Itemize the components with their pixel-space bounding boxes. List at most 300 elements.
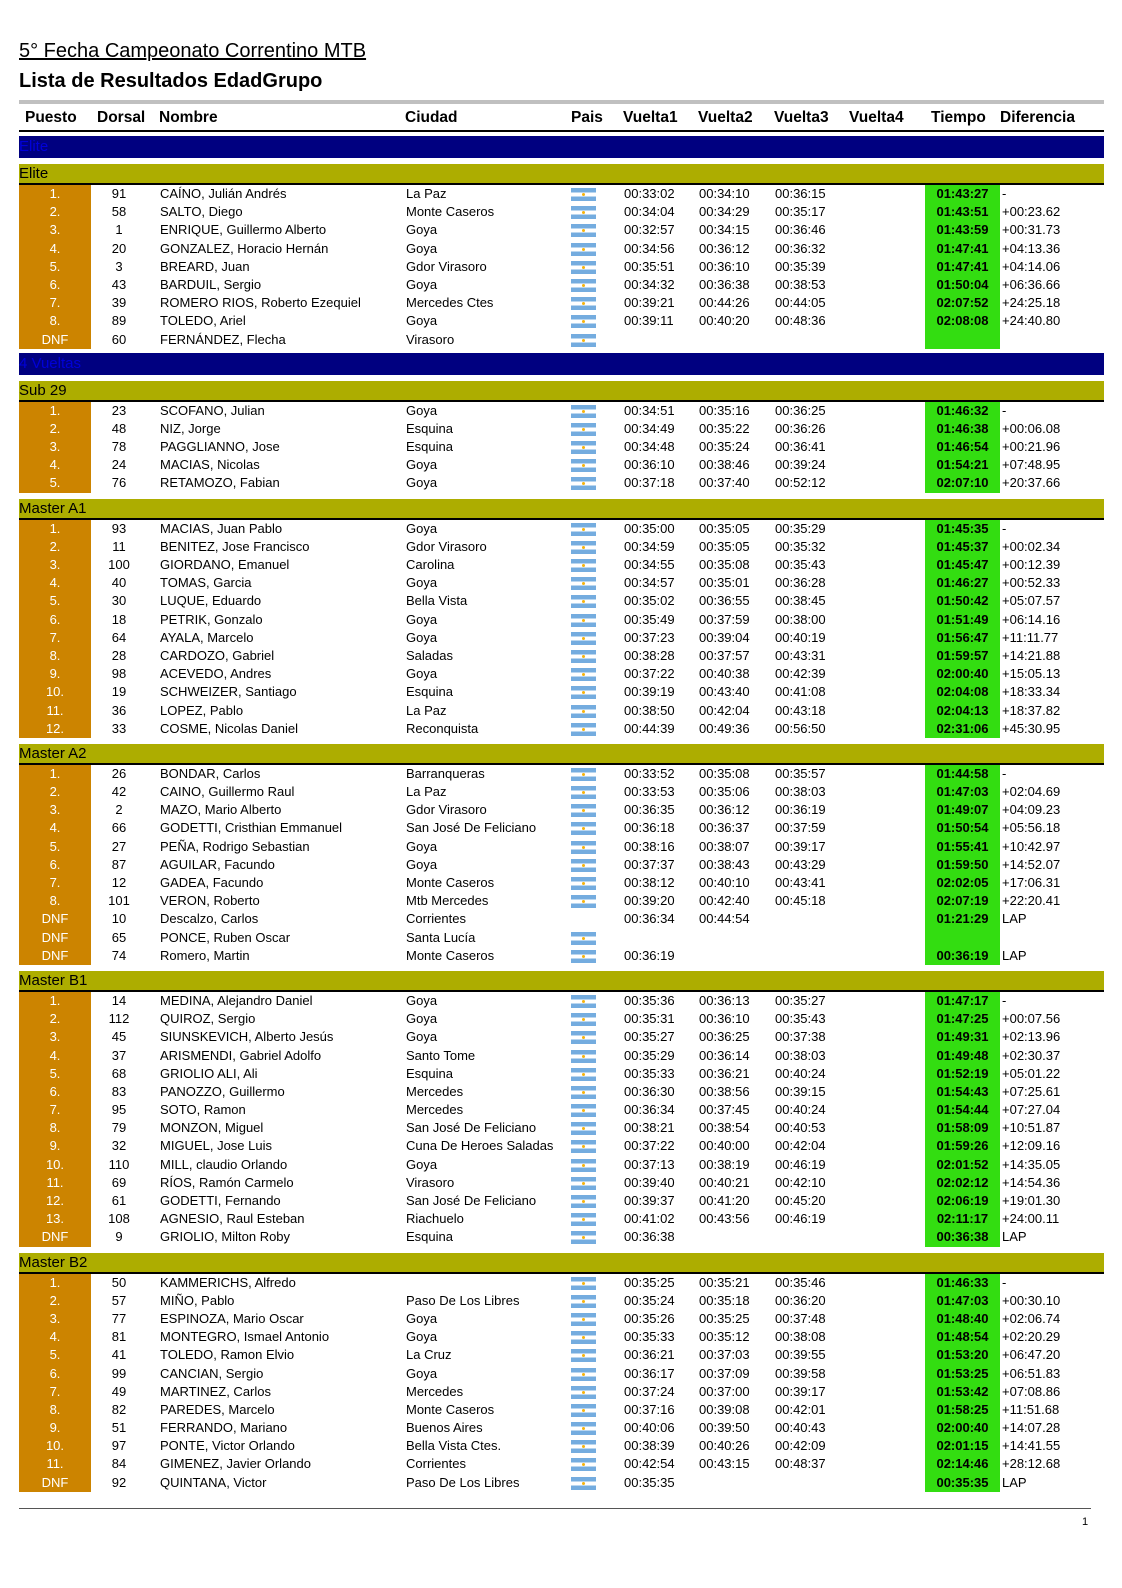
lap2-cell: 00:40:20 [699,313,750,329]
lap3-cell: 00:43:41 [775,875,826,890]
lap2-cell: 00:35:21 [699,1274,750,1290]
name-cell: ENRIQUE, Guillermo Alberto [160,222,327,238]
lap3-cell: 00:56:50 [775,720,826,736]
time-cell: 01:49:48 [925,1047,1000,1065]
argentina-flag-icon [571,804,596,817]
position-cell: 4. [19,456,91,474]
dorsal-cell: 112 [108,1011,130,1027]
table-row [19,438,1104,456]
name-cell: BREARD, Juan [160,258,250,274]
time-cell: 01:43:59 [925,221,1000,239]
city-cell: Goya [406,1310,438,1326]
lap1-cell: 00:33:53 [624,784,675,800]
argentina-flag-icon [571,1422,596,1435]
difference-cell: +06:47.20 [1002,1347,1061,1363]
time-cell: 02:02:05 [925,874,1000,892]
name-cell: BONDAR, Carlos [160,765,261,781]
argentina-flag-icon [571,459,596,472]
argentina-flag-icon [571,1313,596,1326]
lap3-cell: 00:46:19 [775,1156,826,1172]
dorsal-cell: 108 [108,1211,130,1227]
page-number: 1 [1082,1516,1089,1528]
lap2-cell: 00:35:12 [699,1329,750,1345]
city-cell: Carolina [406,557,455,572]
position-cell: 12. [19,1192,91,1210]
lap1-cell: 00:38:39 [624,1438,675,1454]
lap3-cell: 00:35:27 [775,992,826,1008]
name-cell: LOPEZ, Pablo [160,702,244,718]
argentina-flag-icon [571,541,596,554]
col-pais: Pais [571,109,603,126]
table-row [19,240,1104,258]
argentina-flag-icon [571,206,596,219]
name-cell: MILL, claudio Orlando [160,1156,288,1172]
lap2-cell: 00:36:14 [699,1047,750,1063]
lap1-cell: 00:36:38 [624,1229,675,1245]
argentina-flag-icon [571,895,596,908]
time-cell: 01:53:42 [925,1383,1000,1401]
position-cell: 5. [19,1065,91,1083]
lap3-cell: 00:39:17 [775,838,826,854]
lap3-cell: 00:38:53 [775,276,826,292]
city-cell: Goya [406,575,438,591]
time-cell [925,929,1000,947]
argentina-flag-icon [571,932,596,945]
city-cell: Esquina [406,439,453,455]
city-cell: La Paz [406,186,447,201]
name-cell: GIMENEZ, Javier Orlando [160,1456,311,1472]
dorsal-cell: 76 [111,475,127,491]
time-cell: 02:00:40 [925,665,1000,683]
table-row [19,1047,1104,1065]
lap3-cell: 00:39:55 [775,1347,826,1363]
lap2-cell: 00:36:13 [699,992,750,1008]
argentina-flag-icon [571,243,596,256]
city-cell: La Paz [406,784,447,800]
lap2-cell: 00:44:54 [699,911,750,927]
table-row [19,819,1104,837]
name-cell: BARDUIL, Sergio [160,276,262,292]
name-cell: PONTE, Victor Orlando [160,1438,295,1454]
dorsal-cell: 24 [111,457,127,473]
difference-cell: +04:09.23 [1002,802,1061,818]
argentina-flag-icon [571,1440,596,1453]
dorsal-cell: 81 [111,1329,127,1345]
category-header: Master A2 [19,744,1104,765]
table-row [19,1119,1104,1137]
lap2-cell: 00:36:21 [699,1065,750,1081]
lap3-cell: 00:38:00 [775,611,826,627]
lap1-cell: 00:34:49 [624,420,675,436]
time-cell: 01:50:42 [925,592,1000,610]
dorsal-cell: 92 [111,1474,127,1490]
position-cell: 7. [19,294,91,312]
difference-cell: +00:52.33 [1002,575,1061,591]
difference-cell: +00:12.39 [1002,557,1061,572]
lap1-cell: 00:34:32 [624,276,675,292]
dorsal-cell: 28 [111,647,127,663]
lap1-cell: 00:38:12 [624,875,675,890]
table-row [19,947,1104,965]
lap1-cell: 00:35:36 [624,992,675,1008]
lap1-cell: 00:39:40 [624,1174,675,1190]
lap2-cell: 00:36:55 [699,593,750,609]
lap1-cell: 00:44:39 [624,720,675,736]
lap3-cell: 00:40:24 [775,1102,826,1118]
lap3-cell: 00:43:29 [775,856,826,872]
time-cell: 01:47:17 [925,992,1000,1010]
lap2-cell: 00:34:29 [699,204,750,220]
argentina-flag-icon [571,1331,596,1344]
difference-cell: LAP [1002,1229,1027,1245]
argentina-flag-icon [571,1104,596,1117]
difference-cell: - [1002,402,1007,418]
difference-cell: +14:54.36 [1002,1174,1061,1190]
argentina-flag-icon [571,632,596,645]
dorsal-cell: 32 [111,1138,127,1154]
position-cell: DNF [19,947,91,965]
city-cell: Paso De Los Libres [406,1474,520,1490]
name-cell: PEÑA, Rodrigo Sebastian [160,838,310,854]
col-vuelta1: Vuelta1 [623,109,678,126]
lap3-cell: 00:35:43 [775,1011,826,1027]
position-cell: 5. [19,1346,91,1364]
position-cell: 2. [19,783,91,801]
position-cell: DNF [19,1474,91,1492]
table-row [19,892,1104,910]
lap1-cell: 00:36:18 [624,820,675,836]
argentina-flag-icon [571,1140,596,1153]
lap3-cell: 00:39:15 [775,1083,826,1099]
name-cell: CANCIAN, Sergio [160,1365,264,1381]
lap3-cell: 00:35:46 [775,1274,826,1290]
lap1-cell: 00:38:28 [624,647,675,663]
table-row [19,474,1104,492]
dorsal-cell: 26 [111,765,127,781]
table-row [19,1174,1104,1192]
position-cell: 2. [19,420,91,438]
lap1-cell: 00:41:02 [624,1211,675,1227]
time-cell: 02:14:46 [925,1455,1000,1473]
time-cell: 01:55:41 [925,838,1000,856]
position-cell: 9. [19,665,91,683]
difference-cell: +06:51.83 [1002,1365,1061,1381]
city-cell: La Cruz [406,1347,452,1363]
lap1-cell: 00:38:21 [624,1120,675,1136]
lap3-cell: 00:35:43 [775,557,826,572]
difference-cell: +20:37.66 [1002,475,1061,491]
name-cell: PAREDES, Marcelo [160,1401,275,1417]
time-cell: 01:45:47 [925,556,1000,574]
lap3-cell: 00:38:45 [775,593,826,609]
difference-cell: +14:35.05 [1002,1156,1061,1172]
lap1-cell: 00:35:49 [624,611,675,627]
lap1-cell: 00:35:51 [624,258,675,274]
table-row [19,221,1104,239]
lap3-cell: 00:41:08 [775,684,826,700]
position-cell: 7. [19,629,91,647]
name-cell: VERON, Roberto [160,893,260,909]
dorsal-cell: 18 [111,611,127,627]
results-table [19,132,1104,1492]
header-rule [19,100,1104,104]
lap3-cell: 00:36:41 [775,439,826,455]
dorsal-cell: 23 [111,402,127,418]
lap3-cell: 00:40:53 [775,1120,826,1136]
dorsal-cell: 2 [115,802,123,818]
lap1-cell: 00:36:35 [624,802,675,818]
table-row [19,783,1104,801]
lap2-cell: 00:35:16 [699,402,750,418]
dorsal-cell: 41 [111,1347,127,1363]
lap1-cell: 00:37:13 [624,1156,675,1172]
difference-cell: +24:25.18 [1002,295,1061,311]
table-row [19,1192,1104,1210]
dorsal-cell: 37 [111,1047,127,1063]
col-nombre: Nombre [159,109,218,126]
lap1-cell: 00:34:48 [624,439,675,455]
difference-cell: LAP [1002,911,1027,927]
argentina-flag-icon [571,1177,596,1190]
city-cell: Reconquista [406,720,479,736]
difference-cell: - [1002,765,1007,781]
position-cell: 8. [19,312,91,330]
table-row [19,1328,1104,1346]
lap3-cell: 00:48:36 [775,313,826,329]
dorsal-cell: 69 [111,1174,127,1190]
lap2-cell: 00:35:01 [699,575,750,591]
position-cell: 5. [19,838,91,856]
table-row [19,1274,1104,1292]
argentina-flag-icon [571,723,596,736]
argentina-flag-icon [571,1404,596,1417]
argentina-flag-icon [571,1277,596,1290]
position-cell: 4. [19,1328,91,1346]
lap2-cell: 00:37:00 [699,1383,750,1399]
city-cell: Buenos Aires [406,1420,483,1436]
difference-cell: +00:31.73 [1002,222,1061,238]
name-cell: TOMAS, Garcia [160,575,252,591]
lap3-cell: 00:37:59 [775,820,826,836]
name-cell: COSME, Nicolas Daniel [160,720,298,736]
dorsal-cell: 50 [111,1274,127,1290]
position-cell: 5. [19,258,91,276]
name-cell: MIÑO, Pablo [160,1292,235,1308]
argentina-flag-icon [571,877,596,890]
table-row [19,1474,1104,1492]
difference-cell: +12:09.16 [1002,1138,1061,1154]
city-cell: Goya [406,838,438,854]
dorsal-cell: 84 [111,1456,127,1472]
argentina-flag-icon [571,1295,596,1308]
city-cell: Saladas [406,647,453,663]
difference-cell: +02:04.69 [1002,784,1061,800]
name-cell: CARDOZO, Gabriel [160,647,275,663]
table-row [19,276,1104,294]
difference-cell: +19:01.30 [1002,1193,1061,1208]
table-row [19,1083,1104,1101]
category-header: Master B2 [19,1253,1104,1274]
city-cell: Santa Lucía [406,929,476,945]
lap1-cell: 00:36:34 [624,911,675,927]
city-cell: Bella Vista Ctes. [406,1438,502,1454]
time-cell: 01:45:37 [925,538,1000,556]
lap2-cell: 00:35:08 [699,765,750,781]
table-row [19,611,1104,629]
lap1-cell: 00:36:21 [624,1347,675,1363]
difference-cell: +24:40.80 [1002,313,1061,329]
difference-cell: +14:41.55 [1002,1438,1061,1454]
city-cell: Cuna De Heroes Saladas [406,1138,554,1154]
lap1-cell: 00:39:20 [624,893,675,909]
argentina-flag-icon [571,477,596,490]
dorsal-cell: 45 [111,1029,127,1045]
lap3-cell: 00:40:43 [775,1420,826,1436]
city-cell: Goya [406,1011,438,1027]
lap1-cell: 00:39:11 [624,313,674,329]
lap1-cell: 00:36:34 [624,1102,675,1118]
lap2-cell: 00:49:36 [699,720,750,736]
lap2-cell: 00:40:21 [699,1174,750,1190]
argentina-flag-icon [571,786,596,799]
difference-cell: +02:13.96 [1002,1029,1061,1045]
difference-cell: +17:06.31 [1002,875,1061,890]
position-cell: 3. [19,801,91,819]
lap3-cell: 00:38:08 [775,1329,826,1345]
position-cell: DNF [19,910,91,928]
dorsal-cell: 9 [115,1229,123,1245]
argentina-flag-icon [571,1386,596,1399]
dorsal-cell: 101 [108,893,130,909]
dorsal-cell: 36 [111,702,127,718]
lap1-cell: 00:35:27 [624,1029,675,1045]
lap3-cell: 00:46:19 [775,1211,826,1227]
lap2-cell: 00:36:37 [699,820,750,836]
name-cell: Descalzo, Carlos [160,911,259,927]
table-row [19,1455,1104,1473]
dorsal-cell: 30 [111,593,127,609]
city-cell: Gdor Virasoro [406,258,487,274]
lap3-cell: 00:38:03 [775,784,826,800]
time-cell: 01:47:03 [925,783,1000,801]
difference-cell: +00:06.08 [1002,420,1061,436]
argentina-flag-icon [571,577,596,590]
position-cell: 6. [19,276,91,294]
lap1-cell: 00:37:22 [624,1138,675,1154]
position-cell: 9. [19,1137,91,1155]
position-cell: 1. [19,992,91,1010]
lap2-cell: 00:35:18 [699,1292,750,1308]
city-cell: Monte Caseros [406,1401,495,1417]
lap1-cell: 00:39:21 [624,295,675,311]
lap1-cell: 00:35:33 [624,1065,675,1081]
argentina-flag-icon [571,995,596,1008]
lap3-cell: 00:45:18 [775,893,826,909]
difference-cell: LAP [1002,1474,1027,1490]
lap1-cell: 00:35:35 [624,1474,675,1490]
argentina-flag-icon [571,224,596,237]
table-row [19,402,1104,420]
name-cell: GODETTI, Fernando [160,1193,281,1208]
argentina-flag-icon [571,1213,596,1226]
lap2-cell: 00:35:25 [699,1310,750,1326]
city-cell: Gdor Virasoro [406,538,487,554]
col-tiempo: Tiempo [931,109,986,126]
city-cell: Mercedes Ctes [406,295,494,311]
name-cell: RÍOS, Ramón Carmelo [160,1174,294,1190]
dorsal-cell: 74 [111,947,127,963]
difference-cell: +15:05.13 [1002,666,1061,682]
argentina-flag-icon [571,1458,596,1471]
time-cell: 02:01:15 [925,1437,1000,1455]
lap2-cell: 00:35:06 [699,784,750,800]
lap2-cell: 00:37:09 [699,1365,750,1381]
position-cell: 4. [19,240,91,258]
lap3-cell: 00:45:20 [775,1193,826,1208]
lap1-cell: 00:37:23 [624,629,675,645]
argentina-flag-icon [571,1086,596,1099]
position-cell: 8. [19,892,91,910]
name-cell: MIGUEL, Jose Luis [160,1138,272,1154]
lap1-cell: 00:37:16 [624,1401,675,1417]
name-cell: GIORDANO, Emanuel [160,557,290,572]
time-cell: 01:59:26 [925,1137,1000,1155]
time-cell: 02:07:10 [925,474,1000,492]
difference-cell: +02:06.74 [1002,1310,1061,1326]
position-cell: 2. [19,1010,91,1028]
difference-cell: +07:27.04 [1002,1102,1061,1118]
lap3-cell: 00:39:24 [775,457,826,473]
lap1-cell: 00:36:17 [624,1365,675,1381]
time-cell: 00:35:35 [925,1474,1000,1492]
col-puesto: Puesto [25,109,77,126]
lap1-cell: 00:36:19 [624,947,675,963]
time-cell: 01:54:21 [925,456,1000,474]
city-cell: Goya [406,402,438,418]
lap3-cell: 00:36:25 [775,402,826,418]
difference-cell: - [1002,992,1007,1008]
dorsal-cell: 100 [108,557,130,572]
lap1-cell: 00:35:31 [624,1011,675,1027]
dorsal-cell: 58 [111,204,127,220]
name-cell: AGNESIO, Raul Esteban [160,1211,305,1227]
city-cell: Goya [406,856,438,872]
time-cell: 01:43:27 [925,185,1000,203]
city-cell: Mercedes [406,1102,464,1118]
dorsal-cell: 49 [111,1383,127,1399]
time-cell: 01:48:54 [925,1328,1000,1346]
dorsal-cell: 89 [111,313,127,329]
position-cell: 12. [19,720,91,738]
document-title: 5° Fecha Campeonato Correntino MTB [19,40,367,62]
lap1-cell: 00:35:33 [624,1329,675,1345]
table-row [19,1010,1104,1028]
table-row [19,874,1104,892]
argentina-flag-icon [571,768,596,781]
table-row [19,1346,1104,1364]
city-cell: Goya [406,1156,438,1172]
position-cell: 7. [19,1101,91,1119]
difference-cell: +00:07.56 [1002,1011,1061,1027]
lap1-cell: 00:37:22 [624,666,675,682]
col-ciudad: Ciudad [405,109,458,126]
city-cell: Goya [406,1029,438,1045]
lap3-cell: 00:35:17 [775,204,826,220]
lap3-cell: 00:38:03 [775,1047,826,1063]
lap2-cell: 00:35:24 [699,439,750,455]
position-cell: 6. [19,611,91,629]
lap2-cell: 00:36:12 [699,802,750,818]
